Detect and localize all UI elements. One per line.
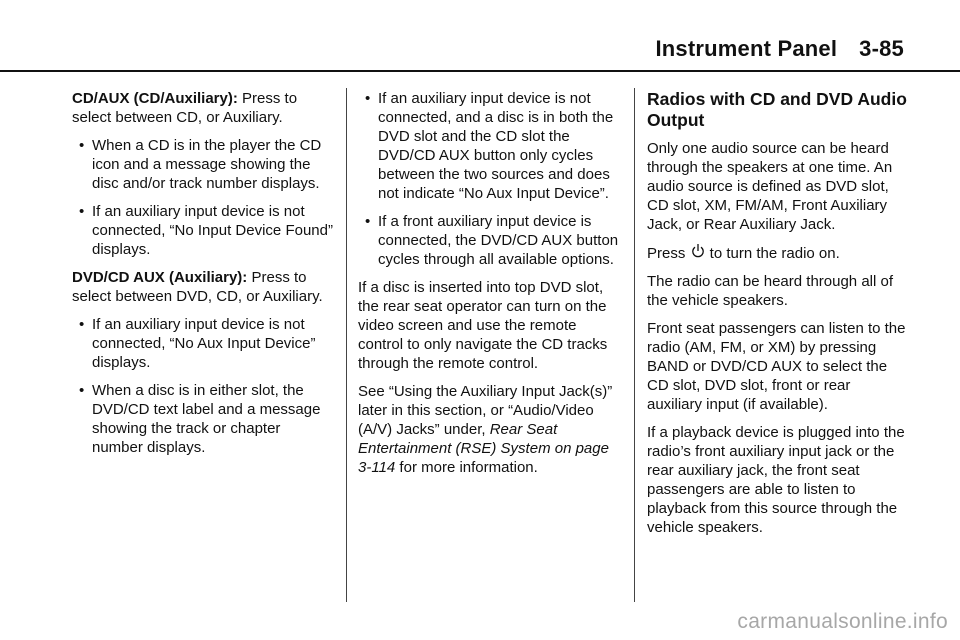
list-item: • If an auxiliary input device is not connected, and a disc is in both the DVD slot and the CD slot the DVD/CD AUX button only cycles between the two sources and does not indicate “No Aux Input Device”. [358, 89, 620, 203]
term-cd-aux: CD/AUX (CD/Auxiliary): [72, 90, 238, 107]
list-item: • If an auxiliary input device is not connected, “No Aux Input Device” displays. [72, 315, 334, 372]
term-dvd-cd-aux: DVD/CD AUX (Auxiliary): [72, 269, 248, 286]
paragraph-see-also [358, 382, 620, 477]
paragraph-power [647, 243, 909, 263]
paragraph-dvd-cd-aux [72, 268, 334, 306]
paragraph-front-seat: Front seat passengers can listen to the radio (AM, FM, or XM) by pressing BAND or DVD/CD AUX to select the CD slot, DVD slot, front or rear auxiliary input (if available). [647, 320, 906, 413]
paragraph-speakers: The radio can be heard through all of the vehicle speakers. [647, 273, 893, 309]
list-item: • When a disc is in either slot, the DVD/CD text label and a message showing the track or chapter number displays. [72, 381, 334, 457]
section-title: Instrument Panel [655, 36, 838, 61]
column-divider [346, 88, 347, 602]
paragraph-rear-seat: If a disc is inserted into top DVD slot, the rear seat operator can turn on the video screen and use the remote control to only navigate the CD tracks through the remote control. [358, 279, 608, 372]
list-item: • If a front auxiliary input device is connected, the DVD/CD AUX button cycles through all available options. [358, 212, 620, 269]
desc-cd-aux: Press to select between CD, or Auxiliary. [72, 90, 298, 126]
watermark: carmanualsonline.info [737, 610, 948, 633]
page-header [655, 36, 904, 62]
bullet-list-cd-aux [72, 136, 334, 259]
power-icon [691, 243, 705, 259]
paragraph-cd-aux [72, 89, 334, 127]
see-also-text: See “Using the Auxiliary Input Jack(s)” later in this section, or “Audio/Video (A/V) Jacks” under, [358, 383, 613, 438]
power-text-post: to turn the radio on. [705, 245, 840, 262]
bullet-list-aux-notes [358, 89, 620, 269]
header-rule [0, 70, 960, 72]
list-item: • If an auxiliary input device is not connected, “No Input Device Found” displays. [72, 202, 334, 259]
list-item: • When a CD is in the player the CD icon and a message showing the disc and/or track number displays. [72, 136, 334, 193]
column-3 [647, 89, 909, 546]
see-also-end: for more information. [395, 459, 538, 476]
paragraph-audio-source: Only one audio source can be heard through the speakers at one time. An audio source is defined as DVD slot, CD slot, XM, FM/AM, Front Auxiliary Jack, or Rear Auxiliary Jack. [647, 140, 893, 233]
column-1 [72, 89, 334, 466]
column-divider [634, 88, 635, 602]
power-text-pre: Press [647, 245, 690, 262]
page-number: 3-85 [859, 36, 904, 61]
bullet-list-dvd-cd-aux [72, 315, 334, 457]
cross-reference-link[interactable]: Rear Seat Entertainment (RSE) System on page 3-114 [358, 421, 609, 476]
paragraph-playback: If a playback device is plugged into the radio’s front auxiliary input jack or the rear auxiliary jack, the front seat passengers are able to listen to playback from this source through the vehicle speakers. [647, 424, 905, 536]
column-2 [358, 89, 620, 486]
desc-dvd-cd-aux: Press to select between DVD, CD, or Auxiliary. [72, 269, 323, 305]
section-heading: Radios with CD and DVD Audio Output [647, 89, 907, 130]
